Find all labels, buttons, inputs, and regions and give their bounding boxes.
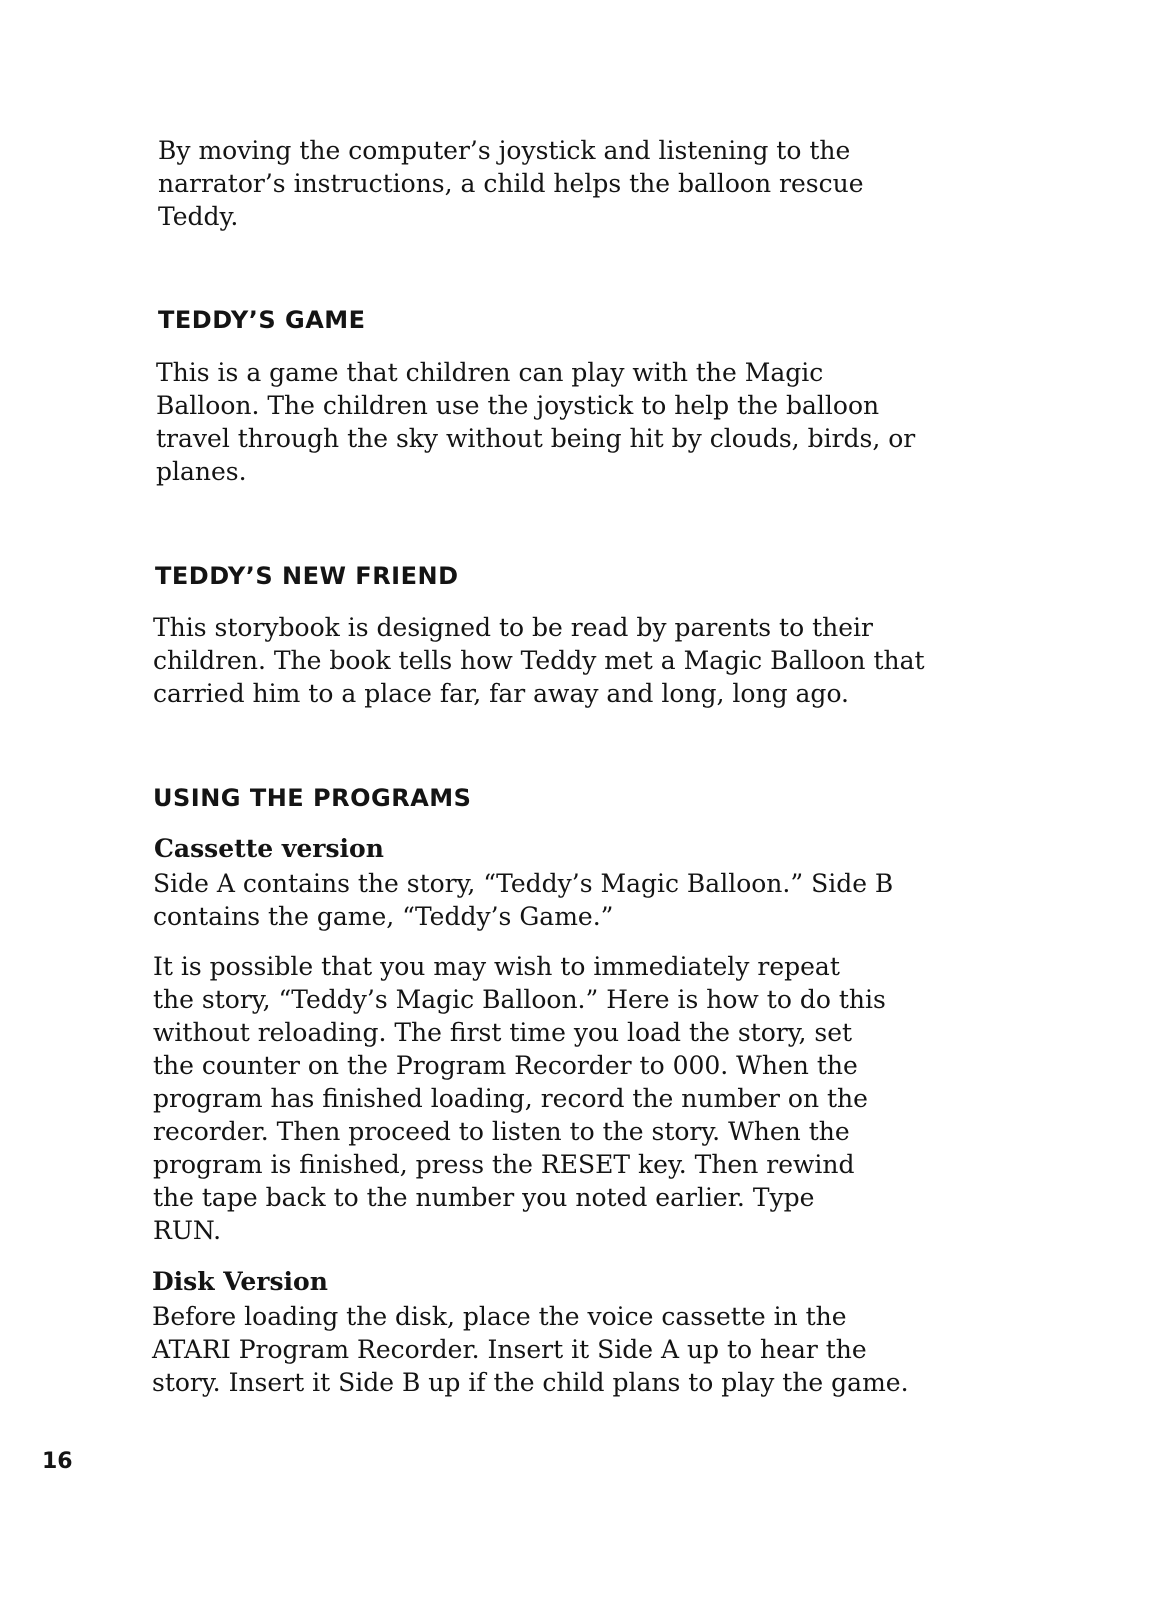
cassette-repeat-paragraph: It is possible that you may wish to immediately repeat the story, “Teddy’s Magic Balloon.” Here is how to do this without reloading. The first time you load the story, set the counter on the Program Recorder to 000. When the program has finished loading, record the number on the recorder. Then proceed to listen to the story. When the program is finished, press the RESET key. Then rewind the tape back to the number you noted earlier. Type RUN. [153,952,886,1245]
disk-version-subheading: Disk Version [152,1267,328,1296]
cassette-sides-paragraph: Side A contains the story, “Teddy’s Magic Balloon.” Side B contains the game, “Teddy’s Game.” [153,869,894,931]
using-programs-heading: USING THE PROGRAMS [153,784,472,812]
teddys-game-paragraph: This is a game that children can play with the Magic Balloon. The children use the joystick to help the balloon travel through the sky without being hit by clouds, birds, or planes. [156,358,916,486]
intro-paragraph: By moving the computer’s joystick and listening to the narrator’s instructions, a child helps the balloon rescue Teddy. [158,136,864,231]
page-number: 16 [42,1449,73,1474]
cassette-version-subheading: Cassette version [154,834,384,863]
new-friend-heading: TEDDY’S NEW FRIEND [155,562,459,590]
new-friend-paragraph: This storybook is designed to be read by parents to their children. The book tells how Teddy met a Magic Balloon that carried him to a place far, far away and long, long ago. [153,613,925,708]
teddys-game-heading: TEDDY’S GAME [158,306,366,334]
disk-version-paragraph: Before loading the disk, place the voice cassette in the ATARI Program Recorder. Insert it Side A up to hear the story. Insert it Side B up if the child plans to play the game. [152,1302,909,1397]
